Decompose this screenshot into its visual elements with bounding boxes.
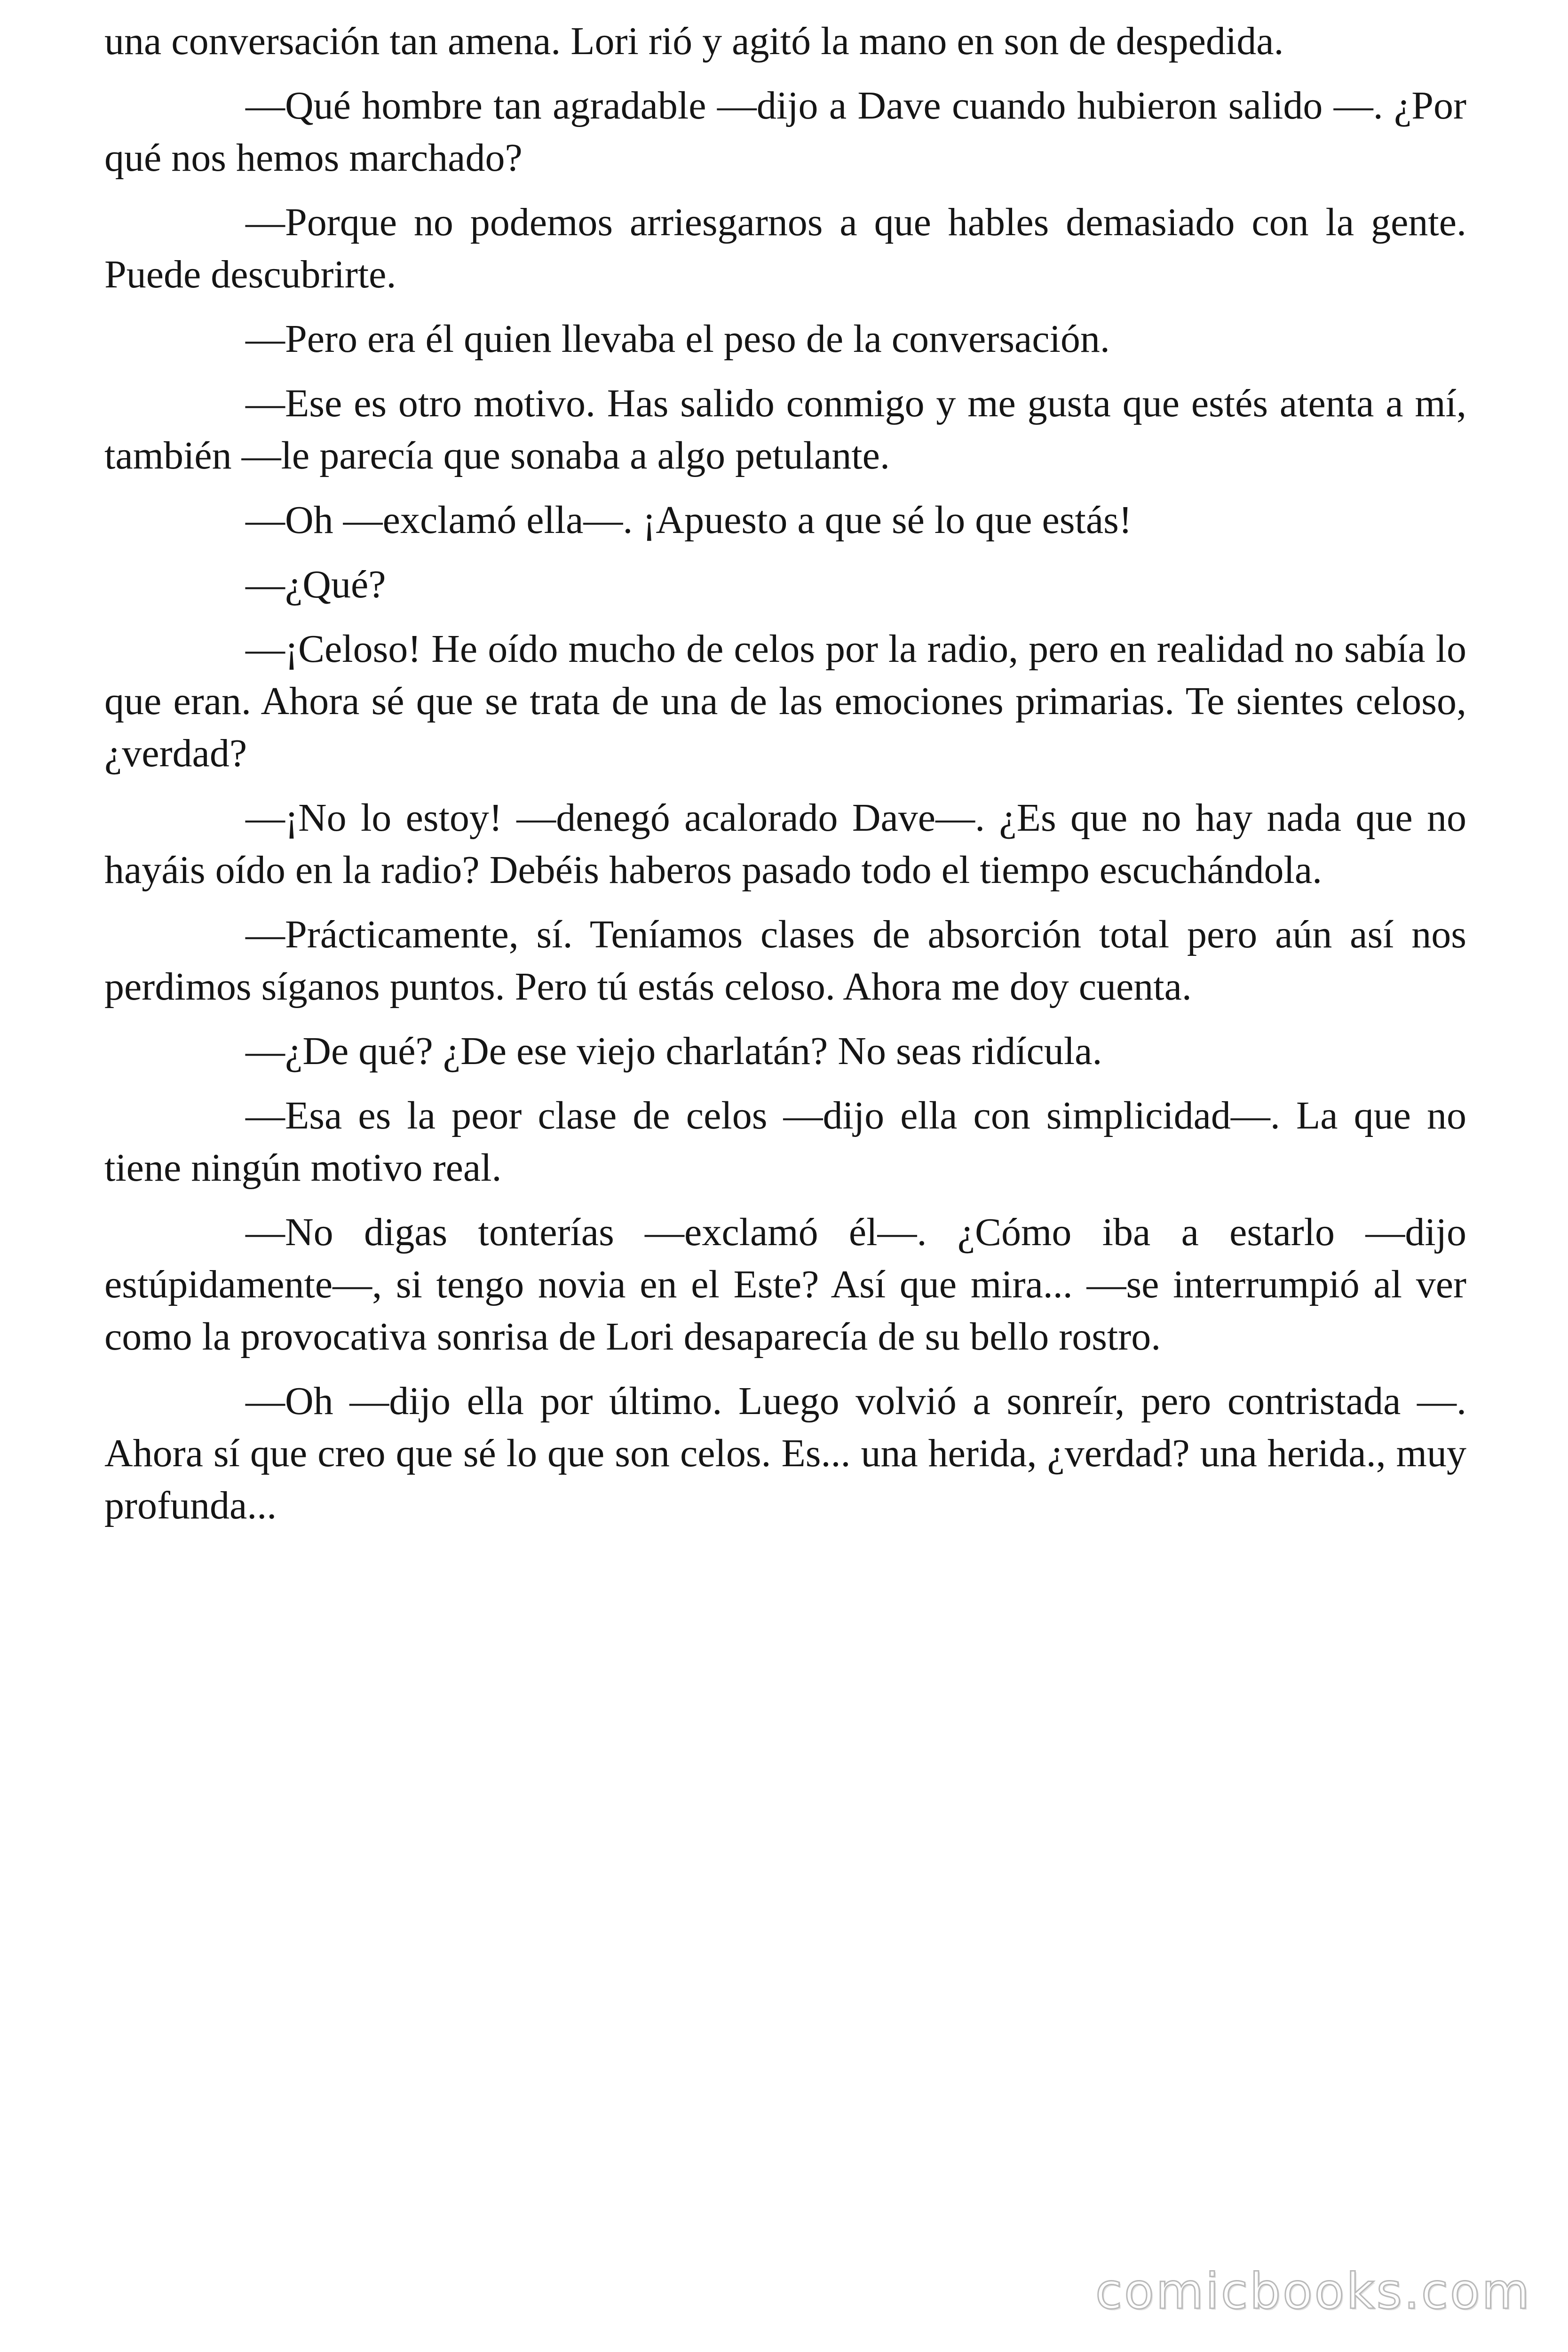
paragraph-3: —Porque no podemos arriesgarnos a que hables demasiado con la gente. Puede descubrirte. (104, 200, 1466, 296)
paragraph-7: —¿Qué? (245, 563, 386, 606)
paragraph-1: una conversación tan amena. Lori rió y agitó la mano en son de despedida. (104, 19, 1284, 63)
paragraph-14: —Oh —dijo ella por último. Luego volvió a sonreír, pero contristada —. Ahora sí que creo que sé lo que son celos. Es... una herida, ¿verdad? una herida., muy profunda... (104, 1379, 1466, 1527)
document-page (104, 15, 1466, 1544)
paragraph-6: —Oh —exclamó ella—. ¡Apuesto a que sé lo que estás! (245, 498, 1132, 542)
paragraph-4: —Pero era él quien llevaba el peso de la conversación. (245, 317, 1110, 361)
paragraph-8: —¡Celoso! He oído mucho de celos por la radio, pero en realidad no sabía lo que eran. Ahora sé que se trata de una de las emociones primarias. Te sientes celoso, ¿verdad? (104, 627, 1466, 775)
paragraph-12: —Esa es la peor clase de celos —dijo ella con simplicidad—. La que no tiene ningún motivo real. (104, 1094, 1466, 1190)
paragraph-5: —Ese es otro motivo. Has salido conmigo y me gusta que estés atenta a mí, también —le parecía que sonaba a algo petulante. (104, 381, 1466, 477)
paragraph-10: —Prácticamente, sí. Teníamos clases de absorción total pero aún así nos perdimos síganos puntos. Pero tú estás celoso. Ahora me doy cuenta. (104, 913, 1466, 1009)
paragraph-2: —Qué hombre tan agradable —dijo a Dave cuando hubieron salido —. ¿Por qué nos hemos marchado? (104, 84, 1466, 180)
paragraph-13: —No digas tonterías —exclamó él—. ¿Cómo iba a estarlo —dijo estúpidamente—, si tengo novia en el Este? Así que mira... —se interrumpió al ver como la provocativa sonrisa de Lori desaparecía de su bello rostro. (104, 1210, 1466, 1359)
paragraph-9: —¡No lo estoy! —denegó acalorado Dave—. ¿Es que no hay nada que no hayáis oído en la radio? Debéis haberos pasado todo el tiempo escuchándola. (104, 796, 1466, 892)
paragraph-11: —¿De qué? ¿De ese viejo charlatán? No seas ridícula. (245, 1029, 1102, 1073)
watermark-logo: comicbooks.com (1095, 2263, 1531, 2320)
